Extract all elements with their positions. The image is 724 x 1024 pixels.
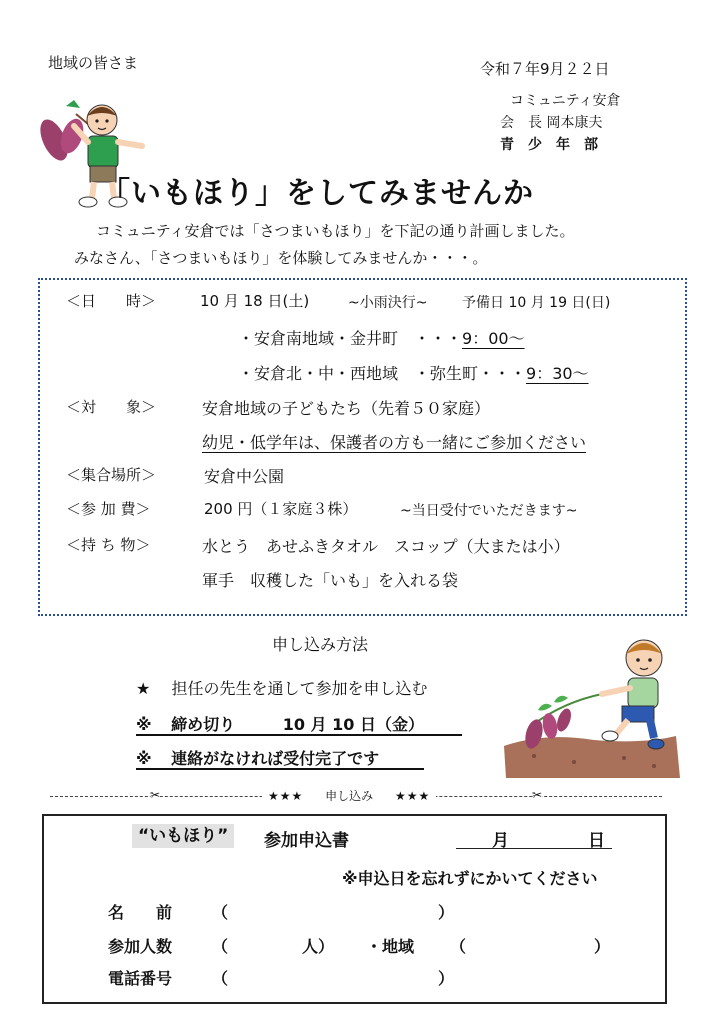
day-label: 日	[588, 831, 605, 851]
region-field[interactable]	[470, 936, 590, 956]
area-1-text: ・安倉南地域・金井町 ・・・	[238, 329, 463, 348]
place-label: ＜集合場所＞	[66, 466, 157, 484]
form-title-highlight: “いもほり”	[132, 824, 234, 848]
department: 青 少 年 部	[500, 137, 598, 153]
fee-label: ＜参 加 費＞	[66, 500, 151, 518]
form-title: 参加申込書	[264, 831, 349, 851]
confirm-text: 連絡がなければ受付完了です	[171, 749, 380, 768]
name-label: 名 前	[108, 903, 173, 922]
intro-line-1: コミュニティ安倉では「さつまいもほり」を下記の通り計画しました。	[96, 222, 575, 240]
target-label: ＜対 象＞	[66, 398, 157, 416]
potato-icon	[541, 712, 559, 740]
area-2-time: 9：30～	[526, 364, 589, 383]
month-label: 月	[492, 831, 509, 851]
phone-field[interactable]	[232, 968, 432, 988]
deadline-label: 締め切り	[171, 715, 236, 734]
recipient: 地域の皆さま	[48, 54, 139, 72]
count-label: 参加人数	[108, 937, 173, 956]
date-reminder: ※申込日を忘れずにかいてください	[342, 869, 598, 888]
region-label: ・地域	[366, 937, 415, 956]
area-1-time: 9：00～	[462, 329, 525, 348]
rain-note: ~小雨決行~	[348, 295, 428, 311]
items-label: ＜持 ち 物＞	[66, 536, 151, 554]
count-field[interactable]	[232, 936, 298, 956]
stars-right: ★★★	[394, 789, 431, 803]
deadline-mark: ※	[136, 715, 152, 734]
apply-heading: 申し込み方法	[272, 635, 369, 654]
deadline-date: 10 月 10 日（金）	[282, 715, 424, 734]
stars-left: ★★★	[268, 789, 304, 803]
boy-harvesting-illustration	[504, 632, 684, 782]
confirm-mark: ※	[136, 749, 152, 768]
organization: コミュニティ安倉	[510, 93, 621, 109]
scissors-icon: ✂	[532, 788, 543, 802]
date-value: 10 月 18 日(土)	[200, 292, 310, 310]
person-unit: 人）	[302, 937, 335, 956]
name-field[interactable]	[232, 902, 432, 922]
target-value: 安倉地域の子どもたち（先着５０家庭）	[202, 399, 491, 418]
issue-date: 令和７年9月２２日	[480, 60, 610, 78]
region-paren-close: ）	[594, 937, 611, 956]
name-paren-close: ）	[438, 903, 455, 922]
target-note: 幼児・低学年は、保護者の方も一緒にご参加ください	[202, 433, 587, 452]
name-paren-open: （	[212, 903, 229, 922]
date-label: ＜日 時＞	[66, 292, 157, 310]
page-title: 「いもほり」をしてみませんか	[100, 176, 534, 211]
intro-line-2: みなさん、「さつまいもほり」を体験してみませんか・・・。	[74, 249, 488, 267]
phone-paren-close: ）	[438, 969, 455, 988]
scissors-icon: ✂	[150, 788, 161, 802]
area-2-text: ・安倉北・中・西地域 ・弥生町・・・	[238, 364, 527, 383]
count-paren-open: （	[212, 937, 229, 956]
items-line-1: 水とう あせふきタオル スコップ（大または小）	[202, 537, 570, 556]
apply-method: 担任の先生を通して参加を申し込む	[171, 679, 428, 698]
star-icon: ★	[136, 679, 151, 698]
deadline-row	[136, 712, 462, 736]
region-paren-open: （	[450, 937, 467, 956]
place-value: 安倉中公園	[204, 467, 285, 486]
reserve-date: 予備日 10 月 19 日(日)	[462, 295, 611, 311]
chairperson: 会 長 岡本康夫	[500, 115, 603, 131]
fee-note: ~当日受付でいただきます~	[400, 503, 578, 519]
confirm-row	[136, 746, 424, 770]
cutline-label: 申し込み	[325, 789, 374, 803]
phone-label: 電話番号	[108, 969, 173, 988]
fee-value: 200 円（１家庭３株）	[204, 500, 358, 518]
items-line-2: 軍手 収穫した「いも」を入れる袋	[202, 571, 459, 590]
phone-paren-open: （	[212, 969, 229, 988]
